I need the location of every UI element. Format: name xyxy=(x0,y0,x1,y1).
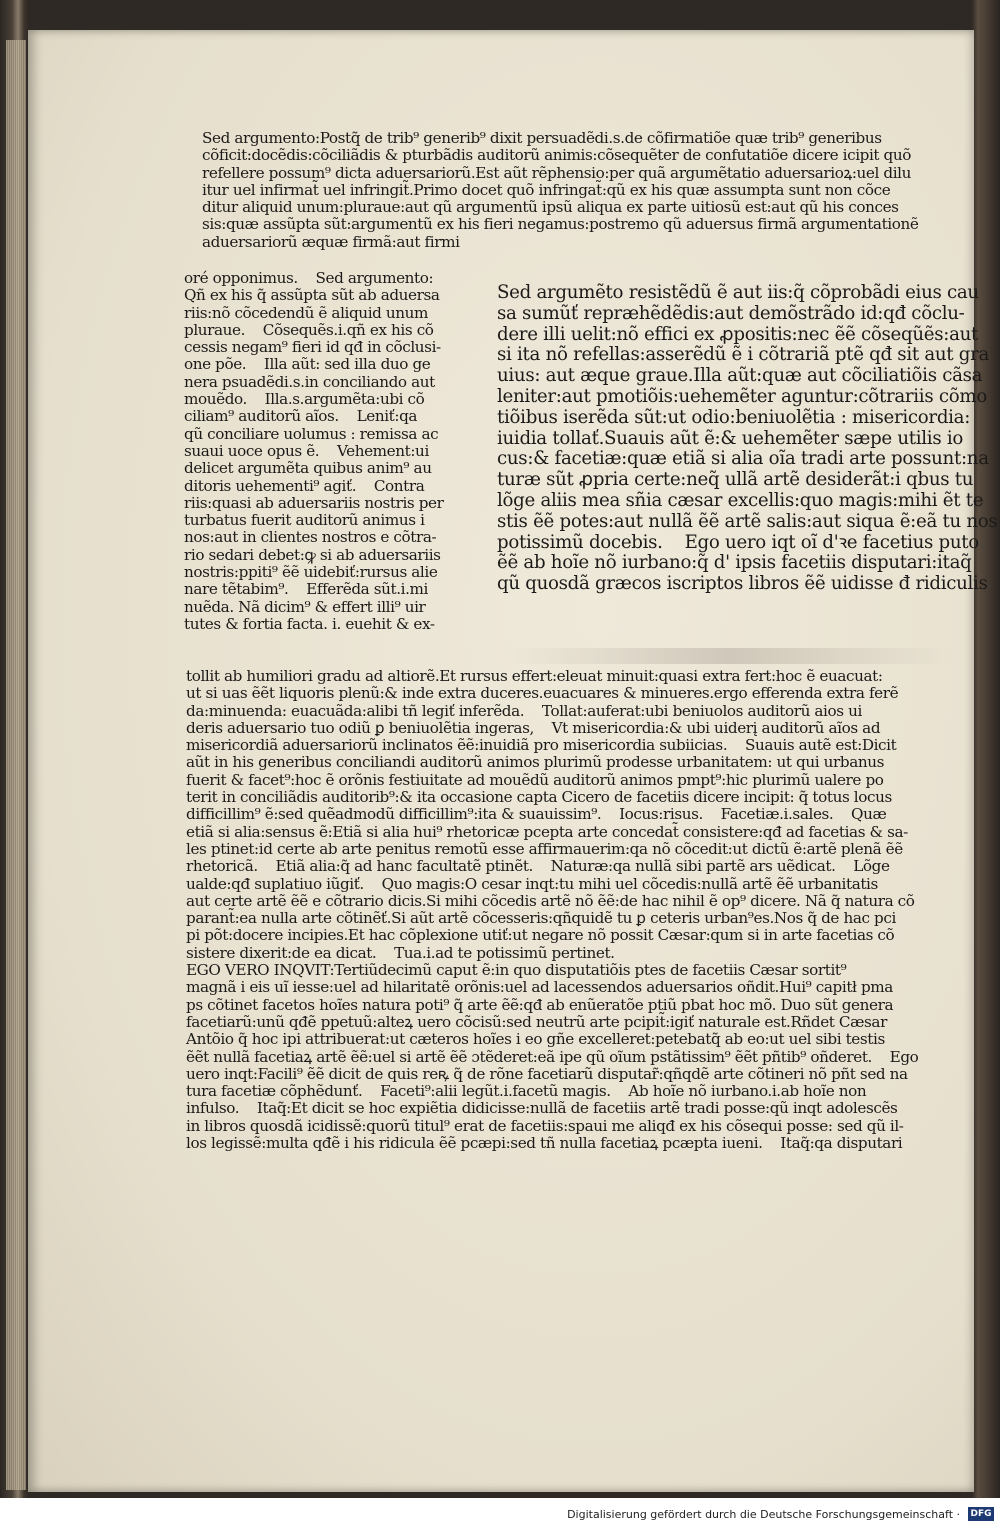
right-column-line: turæ sũt ꝓpria certe:neq̃ ullã artẽ desiderãt:i qbus tu xyxy=(497,469,974,491)
top-text-line: sis:quæ assũpta sũt:argumentũ ex his fieri negamus:postremo qũ aduersus firmã argumentationẽ xyxy=(202,215,919,234)
left-column-line: nera psuadẽdi.s.in conciliando aut xyxy=(184,372,435,391)
bottom-text-line: les ptinet:id certe ab arte penitus remotũ esse affirmauerim:qa nõ cõcedit:ut dictũ ẽ:artẽ plenã ẽẽ xyxy=(186,839,903,858)
left-column-line: nos:aut in clientes nostros e cõtra- xyxy=(184,528,437,547)
left-commentary-column xyxy=(184,270,444,633)
bottom-text-line: etiã si alia:sensus ẽ:Etiã si alia hui⁹ rhetoricæ pcepta arte concedat̃ consistere:qđ ad facetias & sa- xyxy=(186,822,908,841)
left-column-line: nare tẽtabim⁹. Efferẽda sũt.i.mi xyxy=(184,580,428,599)
left-column-line: nuẽda. Nã dicim⁹ & effert illi⁹ uir xyxy=(184,597,426,616)
right-column-line: iuidia tollať.Suauis aũt ẽ:& uehemẽter sæpe utilis io xyxy=(497,427,964,449)
bottom-text-line: magnã i eis uĩ iesse:uel ad hilaritatẽ orõnis:uel ad lacessendos aduersarios oñdit.Hui⁹ capitł pma xyxy=(186,978,893,997)
right-column-line: leniter:aut pmotiõis:uehemẽter aguntur:cõtrariis cõmo xyxy=(497,385,987,407)
bottom-text-line: rhetoricã. Etiã alia:q̃ ad hanc facultatẽ ptinẽt. Naturæ:qa nullã sibi partẽ ars uẽdicat. Lõge xyxy=(186,857,890,876)
left-column-line: ciliam⁹ auditorũ aĩos. Leniť:qa xyxy=(184,407,418,426)
left-column-line: riis:quasi ab aduersariis nostris per xyxy=(184,493,444,512)
top-text-line: ditur aliquid unum:pluraue:aut qũ argumentũ ipsũ aliqua ex parte uitiosũ est:aut qũ his conces xyxy=(202,198,899,217)
right-column-line: potissimũ docebis. Ego uero iqt oĩ d'ꝛe facetius puto xyxy=(497,531,979,553)
right-main-text-column xyxy=(497,283,997,595)
top-text-line: Sed argumento:Postq̃ de trib⁹ generib⁹ dixit persuadẽdi.s.de cõfirmatiõe quæ trib⁹ generibus xyxy=(202,129,882,147)
bottom-text-line: deris aduersario tuo odiũ ꝑ beniuolẽtia ingeras, Vt misericordia:& ubi uiderį auditorũ aĩos ad xyxy=(186,718,881,737)
left-column-line: suaui uoce opus ẽ. Vehement:ui xyxy=(184,441,429,460)
bottom-text-line: aut certe artẽ ẽẽ e cõtrario dicis.Si mihi cõcedis artẽ nõ ẽẽ:de hac nihil ẽ op⁹ dicere. Nã q̃ natura cõ xyxy=(186,891,915,910)
left-column-line: mouẽdo. Illa.s.argumẽta:ubi cõ xyxy=(184,390,425,409)
bottom-text-line: parant̃:ea nulla arte cõtinẽť.Si aũt artẽ cõcesseris:qñquidẽ tu ꝑ ceteris urban⁹es.Nos q̃ de hac pci xyxy=(186,909,896,928)
dfg-logo: DFG xyxy=(968,1507,994,1521)
bottom-text-line: tollit ab humiliori gradu ad altiorẽ.Et rursus effert:eleuat minuit:quasi extra fert:hoc ẽ euacuat: xyxy=(186,667,883,685)
bottom-text-line: uero inqt:Facili⁹ ẽẽ dicit de quis reꝶ q̃ de rõne facetiarũ disputar̃:qñqdẽ arte cõtineri nõ pñt sed na xyxy=(186,1064,908,1083)
bottom-text-line: ut si uas ẽẽt liquoris plenũ:& inde extra duceres.euacuares & minueres.ergo efferenda extra ferẽ xyxy=(186,684,899,703)
left-column-line: one põe. Illa aũt: sed illa duo ge xyxy=(184,355,431,374)
right-column-line: uius: aut æque graue.Illa aũt:quæ aut cõciliatiõis cãsa xyxy=(497,365,983,387)
top-text-block xyxy=(202,130,918,251)
top-text-line: cõficit:docẽdis:cõciliãdis & pturbãdis auditorũ animis:cõsequẽter de confutatiõe dicere icipit quõ xyxy=(202,146,912,165)
left-column-line: ditoris uehementi⁹ agiť. Contra xyxy=(184,476,425,495)
bottom-text-line: fuerit & facet⁹:hoc ẽ orõnis festiuitate ad mouẽdũ auditorũ animos pmpt⁹:hic plurimũ ualere po xyxy=(186,770,884,789)
right-column-line: sa sumũť repræhẽdẽdis:aut demõstrãdo id:qđ cõclu- xyxy=(497,302,965,324)
footer-credit-text: Digitalisierung gefördert durch die Deutsche Forschungsgemeinschaft · xyxy=(567,1507,960,1521)
top-text-line: refellere possum⁹ dicta aduersariorũ.Est aũt rẽphensio:per quã argumẽtatio aduersarioꝝ:uel dilu xyxy=(202,163,912,182)
bottom-text-block xyxy=(186,668,918,1152)
right-column-line: ẽẽ ab hoĩe nõ iurbano:q̃ d' ipsis facetiis disputari:itaq̃ xyxy=(497,552,972,574)
bottom-text-line: tura facetiæ cõphẽdunť. Faceti⁹:alii legũt.i.facetũ magis. Ab hoĩe nõ iurbano.i.ab hoĩe non xyxy=(186,1082,867,1101)
right-column-line: lõge aliis mea sñia cæsar excellis:quo magis:mihi ẽt te xyxy=(497,489,984,511)
top-text-line: aduersariorũ æquæ firmã:aut firmi xyxy=(202,232,460,251)
left-column-line: tutes & fortia facta. i. euehit & ex- xyxy=(184,614,435,633)
bottom-text-line: infulso. Itaq̃:Et dicit se hoc expiẽtia didicisse:nullã de facetiis artẽ tradi posse:qũ inqt adolescẽs xyxy=(186,1099,898,1118)
bottom-text-line: facetiarũ:unũ qđẽ ppetuũ:alteꝝ uero cõcisũ:sed neutrũ arte pcipit̃:igiť naturale est.Rñdet Cæsar xyxy=(186,1012,887,1031)
book-page-edges xyxy=(6,40,26,1490)
bottom-text-line: difficillim⁹ ẽ:sed quẽadmodũ difficillim⁹:ita & suauissim⁹. Iocus:risus. Facetiæ.i.sales. Quæ xyxy=(186,805,887,824)
bottom-text-line: aũt in his generibus conciliandi auditorũ animos plurimũ prodesse urbanitatem: ut qui urbanus xyxy=(186,753,885,772)
bottom-text-line: misericordiã aduersariorũ inclinatos ẽẽ:inuidiã pro misericordia subiicias. Suauis autẽ est:Dicit xyxy=(186,736,897,755)
bottom-text-line: ps cõtinet facetos hoĩes natura poti⁹ q̃ arte ẽẽ:qđ ab enũeratõe ptiũ pbat hoc mõ. Duo sũt genera xyxy=(186,995,894,1014)
right-column-line: dere illi uelit:nõ effici ex ꝓpositis:nec ẽẽ cõseqũẽs:aut xyxy=(497,323,979,345)
left-column-line: turbatus fuerit auditorũ animus i xyxy=(184,511,425,530)
right-column-line: Sed argumẽto resistẽdũ ẽ aut iis:q̃ cõprobãdi eius cau xyxy=(497,282,979,303)
left-column-line: qũ conciliare uolumus : remissa ac xyxy=(184,424,439,443)
bottom-text-line: da:minuenda: euacuãda:alibi tñ legiť inferẽda. Tollat:auferat:ubi beniuolos auditorũ aios ui xyxy=(186,701,862,720)
bottom-text-line: ualde:qđ suplatiuo iũgiť. Quo magis:O cesar inqt:tu mihi uel cõcedis:nullã artẽ ẽẽ urbanitatis xyxy=(186,874,878,893)
bottom-text-line: EGO VERO INQVIT:Tertiũdecimũ caput ẽ:in quo disputatiõis ptes de facetiis Cæsar sortit⁹ xyxy=(186,961,847,980)
left-column-line: delicet argumẽta quibus anim⁹ au xyxy=(184,459,432,478)
left-column-line: Qñ ex his q̃ assũpta sũt ab aduersa xyxy=(184,286,440,305)
top-text-line: itur uel infirmat̃ uel infringit̃.Primo docet quõ infringat̃:qũ ex his quæ assumpta sunt non cõce xyxy=(202,180,891,199)
bottom-text-line: in libros quosdã icidissẽ:quorũ titul⁹ erat de facetiis:spaui me aliqđ ex his cõsequi posse: sed qũ il- xyxy=(186,1116,904,1135)
left-column-line: pluraue. Cõsequẽs.i.qñ ex his cõ xyxy=(184,320,434,339)
left-column-line: rio sedari debet:ꝙ si ab aduersariis xyxy=(184,545,441,564)
left-column-line: cessis negam⁹ fieri id qđ in cõclusi- xyxy=(184,338,441,357)
bottom-text-line: terit in conciliãdis auditorib⁹:& ita occasione capta Cicero de facetiis dicere incipit: q̃ totus locus xyxy=(186,788,892,807)
bottom-text-line: los legissẽ:multa qđẽ i his ridicula ẽẽ pcæpi:sed tñ nulla facetiaꝝ pcæpta iueni. Itaq̃:qa disputari xyxy=(186,1134,903,1153)
left-column-line: riis:nõ cõcedendũ ẽ aliquid unum xyxy=(184,303,429,322)
left-column-line: oré opponimus. Sed argumento: xyxy=(184,269,434,287)
bottom-text-line: sistere dixerit:de ea dicat. Tua.i.ad te potissimũ pertinet. xyxy=(186,943,615,962)
right-column-line: qũ quosdã græcos iscriptos libros ẽẽ uidisse đ ridiculis xyxy=(497,573,988,595)
right-column-line: cus:& facetiæ:quæ etiã si alia oĩa tradi arte possunt:na xyxy=(497,448,989,470)
right-column-line: stis ẽẽ potes:aut nullã ẽẽ artẽ salis:aut siqua ẽ:eã tu nos xyxy=(497,510,998,532)
ink-bleed-through xyxy=(510,648,950,664)
right-column-line: si ita nõ refellas:asserẽdũ ẽ i cõtrariã ptẽ qđ sit aut gra xyxy=(497,344,990,366)
bottom-text-line: pi põt:docere incipies.Et hac cõplexione utiť:ut negare nõ possit Cæsar:qum si in arte facetias cõ xyxy=(186,926,895,945)
footer-bar xyxy=(0,1498,1000,1530)
bottom-text-line: ẽẽt nullã facetiaꝝ artẽ ẽẽ:uel si artẽ ẽẽ ɔtẽderet:eã ipe qũ oĩum pstãtissim⁹ ẽẽt pñtib⁹ oñderet. Ego xyxy=(186,1047,919,1066)
left-column-line: nostris:ppiti⁹ ẽẽ uidebiť:rursus alie xyxy=(184,563,438,582)
bottom-text-line: Antõio q̃ hoc ipi attribuerat:ut cæteros hoĩes i eo gñe excelleret:petebatq̃ ab eo:ut uel sibi testis xyxy=(186,1030,885,1049)
right-column-line: tiõibus iserẽda sũt:ut odio:beniuolẽtia : misericordia: xyxy=(497,406,971,428)
